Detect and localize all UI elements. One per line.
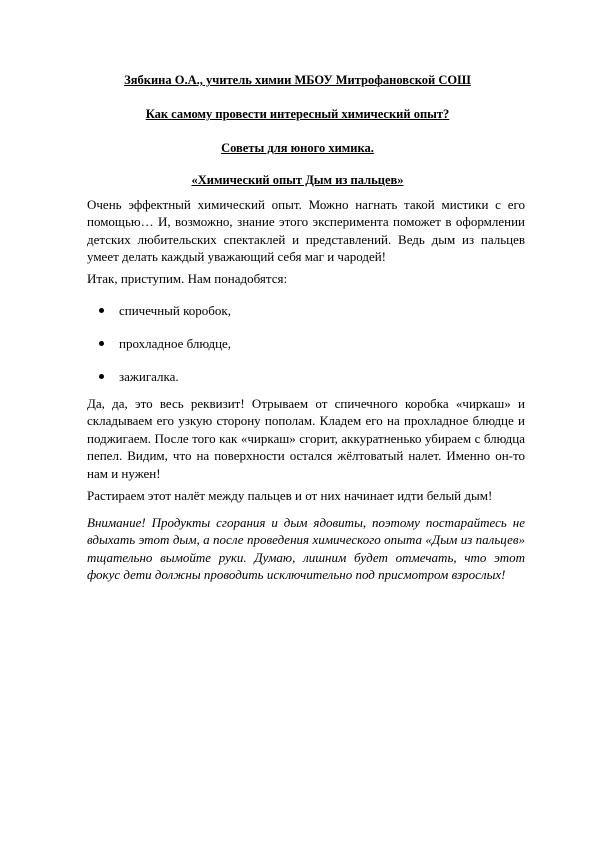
warning-paragraph: Внимание! Продукты сгорания и дым ядовиты, поэтому постарайтесь не вдыхать этот дым, а после проведения химического опыта «Дым из пальцев» тщательно вымойте руки. Думаю, лишним будет отмечать, что этот фокус дети должны проводить исключительно под присмотром взрослых!: [87, 515, 525, 583]
list-item: [99, 334, 231, 352]
document-title: Как самому провести интересный химический опыт?: [145, 107, 450, 121]
procedure-paragraph: Да, да, это весь реквизит! Отрываем от спичечного коробка «чиркаш» и складываем его узкую сторону пополам. Кладем его на прохладное блюдце и поджигаем. После того как «чиркаш» сгорит, аккуратненько убираем с блюдца пепел. Видим, что на поверхности остался жёлтоватый налет. Именно он-то нам и нужен!: [87, 396, 525, 481]
list-item: [99, 301, 231, 319]
intro-paragraph: Очень эффектный химический опыт. Можно нагнать такой мистики с его помощью… И, возможно, знание этого эксперимента поможет в оформлении детских любительских спектаклей и представлений. Ведь дым из пальцев умеет делать каждый уважающий себя маг и чародей!: [87, 197, 525, 265]
list-item-label: зажигалка.: [119, 368, 179, 384]
list-item-label: спичечный коробок,: [119, 302, 231, 318]
bullet-icon: [99, 341, 104, 346]
author-line: Зябкина О.А., учитель химии МБОУ Митрофановской СОШ: [124, 73, 471, 87]
list-intro: Итак, приступим. Нам понадобятся:: [87, 271, 288, 286]
bullet-icon: [99, 374, 104, 379]
experiment-title: «Химический опыт Дым из пальцев»: [191, 173, 404, 187]
list-item-label: прохладное блюдце,: [119, 335, 232, 351]
result-paragraph: Растираем этот налёт между пальцев и от них начинает идти белый дым!: [87, 488, 493, 503]
document-subtitle: Советы для юного химика.: [221, 141, 374, 155]
bullet-icon: [99, 308, 104, 313]
list-item: [99, 367, 179, 385]
